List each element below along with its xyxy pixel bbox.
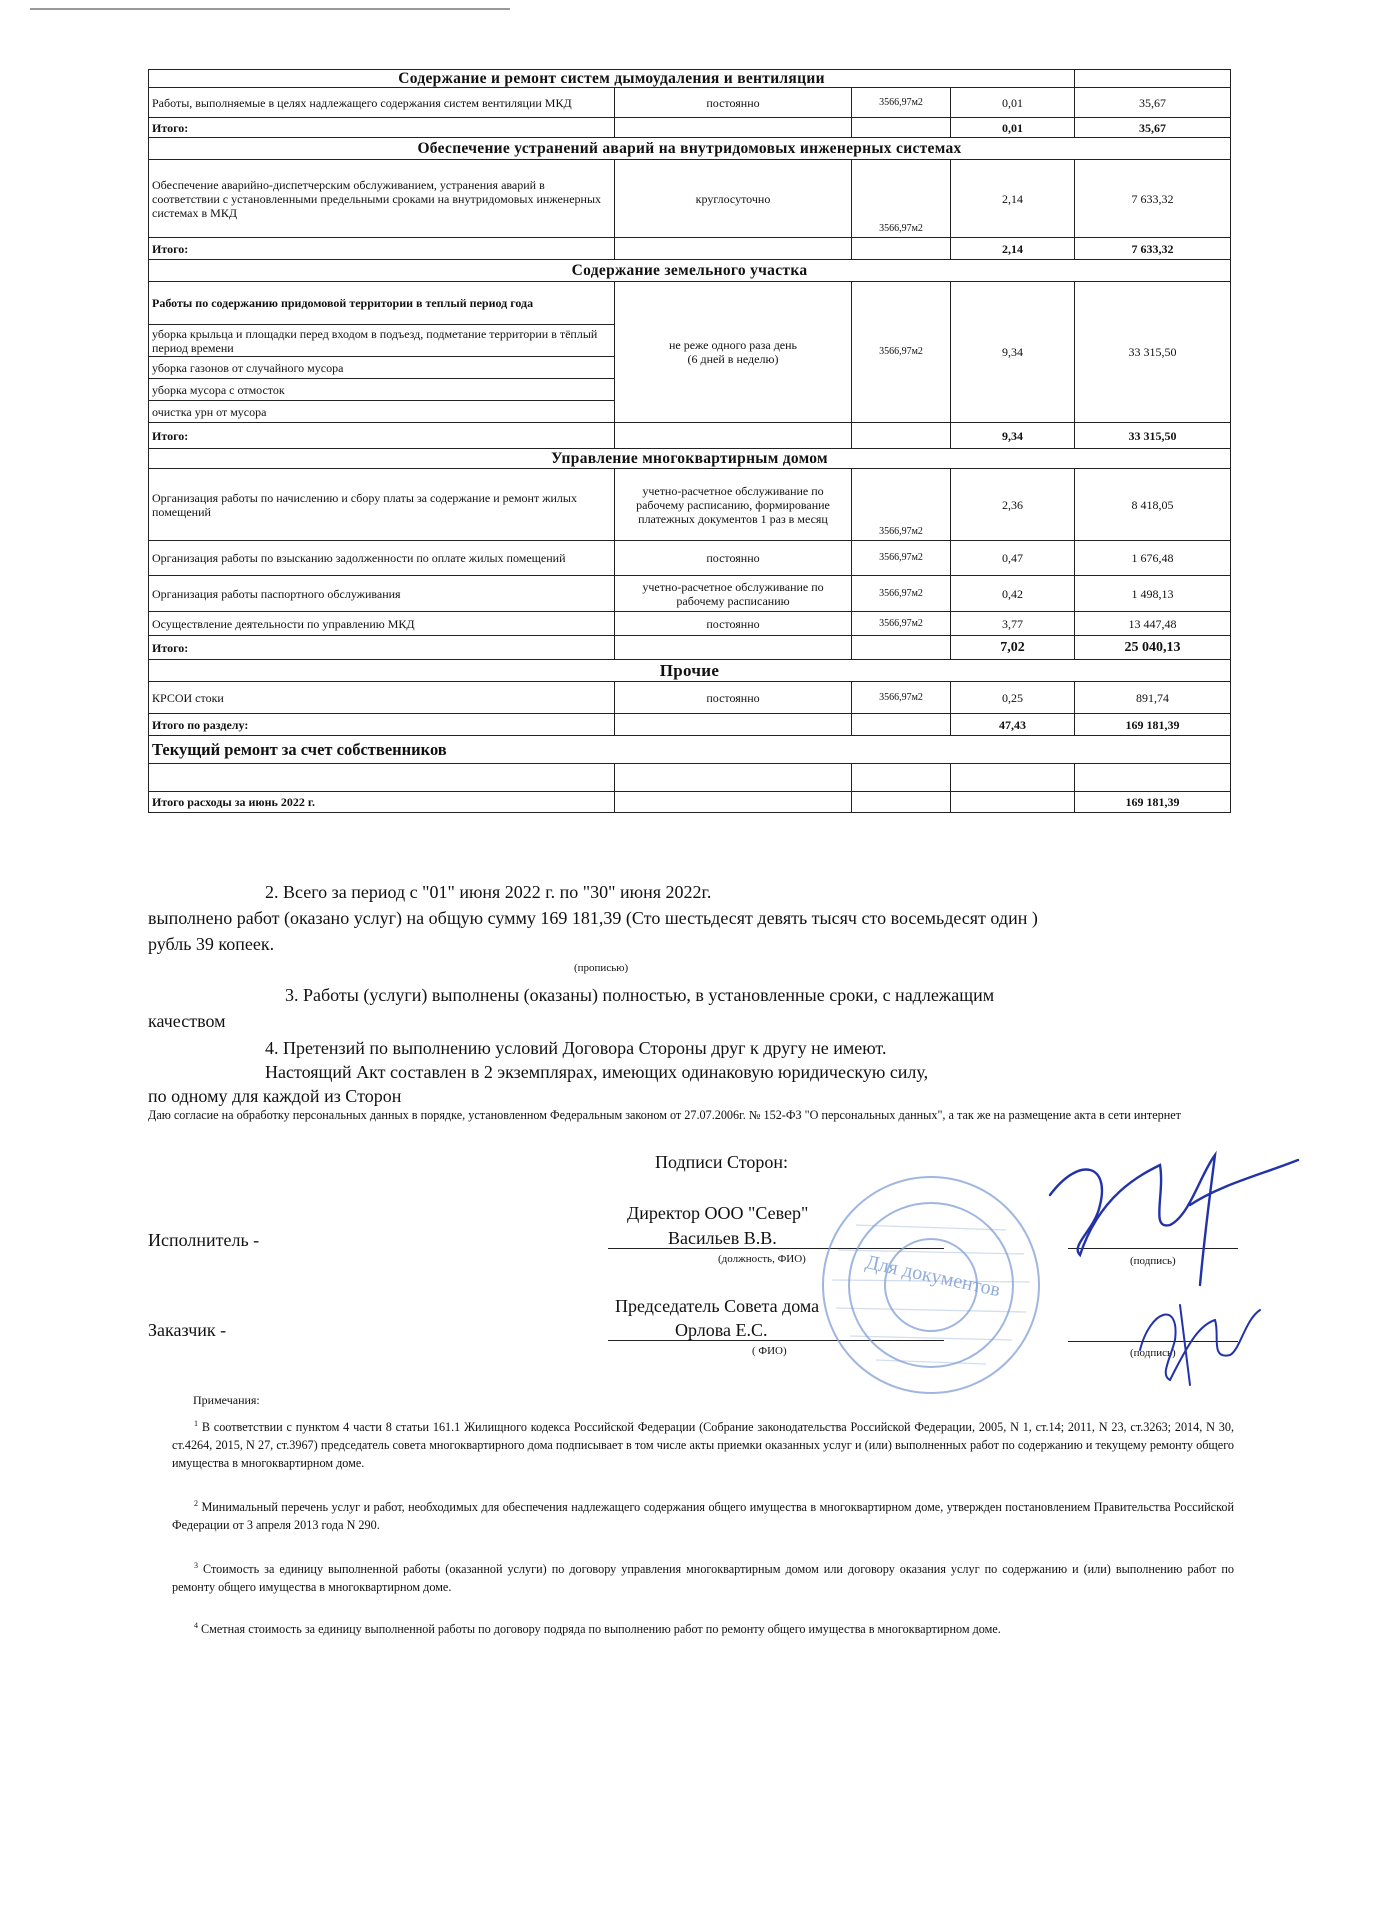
total-sum: 35,67 — [1075, 118, 1231, 138]
footnote-mark: 3 — [194, 1560, 198, 1570]
empty-row — [149, 764, 1231, 792]
executor-caption: (должность, ФИО) — [718, 1253, 806, 1265]
section-title-ventilation: Содержание и ремонт систем дымоудаления и вентиляции — [149, 70, 1075, 88]
work-area: 3566,97м2 — [852, 682, 951, 714]
total-row — [149, 423, 1231, 449]
section-total-rate: 47,43 — [951, 714, 1075, 736]
work-rate: 0,01 — [951, 88, 1075, 118]
section-header-row — [149, 138, 1231, 160]
total-sum: 25 040,13 — [1075, 636, 1231, 660]
footnote-text: Сметная стоимость за единицу выполненной работы по договору подряда по выполнению работ по ремонту общего имущества в многоквартирном доме. — [201, 1622, 1001, 1636]
personal-data-consent: Даю согласие на обработку персональных данных в порядке, установленном Федеральным законом от 27.07.2006г. № 152-ФЗ "О персональных данных", а так же на размещение акта в сети интернет — [148, 1108, 1181, 1122]
period-line: не реже одного раза день — [668, 338, 798, 352]
land-item: уборка мусора с отмосток — [149, 379, 615, 401]
table-row — [149, 88, 1231, 118]
in-words-caption: (прописью) — [574, 962, 629, 974]
land-area: 3566,97м2 — [852, 282, 951, 423]
signatures-title: Подписи Сторон: — [655, 1152, 789, 1172]
table-row — [149, 576, 1231, 612]
land-item: уборка газонов от случайного мусора — [149, 357, 615, 379]
work-name: Обеспечение аварийно-диспетчерским обслуживанием, устранения аварий в соответствии с установленными предельными сроками на внутридомовых инженерных системах в МКД — [149, 160, 615, 238]
total-row — [149, 118, 1231, 138]
footnote-mark: 1 — [194, 1418, 198, 1428]
land-item: уборка крыльца и площадки перед входом в подъезд, подметание территории в тёплый период времени — [149, 325, 615, 357]
paragraph-3-line2: качеством — [148, 1011, 226, 1031]
section-title-land: Содержание земельного участка — [149, 260, 1231, 282]
work-area: 3566,97м2 — [852, 612, 951, 636]
land-period — [615, 282, 852, 423]
month-total-sum: 169 181,39 — [1075, 792, 1231, 813]
work-rate: 3,77 — [951, 612, 1075, 636]
executor-label: Исполнитель - — [148, 1230, 260, 1250]
land-item: очистка урн от мусора — [149, 401, 615, 423]
work-rate: 0,42 — [951, 576, 1075, 612]
total-rate: 0,01 — [951, 118, 1075, 138]
footnote-1 — [172, 1418, 1234, 1472]
work-name: КРСОИ стоки — [149, 682, 615, 714]
total-row — [149, 238, 1231, 260]
footnote-mark: 2 — [194, 1498, 198, 1508]
section-title-other: Прочие — [149, 660, 1231, 682]
paragraph-5-line1: Настоящий Акт составлен в 2 экземплярах, имеющих одинаковую юридическую силу, — [265, 1062, 929, 1082]
total-sum: 33 315,50 — [1075, 423, 1231, 449]
land-sum: 33 315,50 — [1075, 282, 1231, 423]
section-title-emergency: Обеспечение устранений аварий на внутридомовых инженерных системах — [149, 138, 1231, 160]
work-area: 3566,97м2 — [852, 469, 951, 541]
footnote-text: Минимальный перечень услуг и работ, необходимых для обеспечения надлежащего содержания общего имущества в многоквартирном доме, утвержден постановлением Правительства Российской Федерации от 3 апреля 2013 года N 290. — [172, 1500, 1234, 1532]
work-rate: 0,47 — [951, 541, 1075, 576]
section-total-label: Итого по разделу: — [149, 714, 615, 736]
total-label: Итого: — [149, 423, 615, 449]
work-area: 3566,97м2 — [852, 541, 951, 576]
work-sum: 13 447,48 — [1075, 612, 1231, 636]
work-period: постоянно — [615, 541, 852, 576]
section-total-sum: 169 181,39 — [1075, 714, 1231, 736]
table-row — [149, 469, 1231, 541]
executor-name: Васильев В.В. — [668, 1228, 777, 1248]
work-sum: 1 676,48 — [1075, 541, 1231, 576]
section-header-row — [149, 660, 1231, 682]
customer-caption: ( ФИО) — [752, 1345, 787, 1357]
period-line: (6 дней в неделю) — [687, 352, 779, 366]
customer-label: Заказчик - — [148, 1320, 227, 1340]
section-header-row — [149, 449, 1231, 469]
table-row — [149, 282, 1231, 325]
notes-title: Примечания: — [193, 1393, 260, 1407]
work-area: 3566,97м2 — [852, 88, 951, 118]
repair-header-row — [149, 736, 1231, 764]
section-header-row — [149, 260, 1231, 282]
month-total-row — [149, 792, 1231, 813]
work-name: Организация работы по взысканию задолженности по оплате жилых помещений — [149, 541, 615, 576]
table-row — [149, 541, 1231, 576]
table-row — [149, 160, 1231, 238]
work-name: Осуществление деятельности по управлению МКД — [149, 612, 615, 636]
stamp-text: Для документов — [863, 1251, 1003, 1302]
total-rate: 9,34 — [951, 423, 1075, 449]
month-total-label: Итого расходы за июнь 2022 г. — [149, 792, 615, 813]
customer-signature — [1120, 1280, 1270, 1390]
repair-title: Текущий ремонт за счет собственников — [149, 736, 1231, 764]
work-rate: 2,14 — [951, 160, 1075, 238]
customer-name: Орлова Е.С. — [675, 1320, 768, 1340]
scan-top-line — [30, 8, 510, 10]
company-stamp — [816, 1170, 1046, 1400]
work-sum: 8 418,05 — [1075, 469, 1231, 541]
footnote-text: Стоимость за единицу выполненной работы (оказанной услуги) по договору управления многоквартирным домом или договору оказания услуг по содержанию и (или) выполнению работ по ремонту общего имущества в многоквартирном доме. — [172, 1562, 1235, 1594]
work-rate: 0,25 — [951, 682, 1075, 714]
customer-signature-caption: (подпись) — [1130, 1347, 1176, 1359]
work-name: Организация работы паспортного обслуживания — [149, 576, 615, 612]
work-area: 3566,97м2 — [852, 160, 951, 238]
total-rate: 7,02 — [951, 636, 1075, 660]
work-name: Работы, выполняемые в целях надлежащего содержания систем вентиляции МКД — [149, 88, 615, 118]
executor-signature — [1040, 1135, 1300, 1290]
services-table — [148, 69, 1231, 813]
footnote-text: В соответствии с пунктом 4 части 8 статьи 161.1 Жилищного кодекса Российской Федерации (Собрание законодательства Российской Федерации, 2005, N 1, ст.14; 2011, N 23, ст.3263; 2014, N 30, ст.4264, 2015, N 27, ст.3967) председатель совета многоквартирного дома подписывает в том числе акты приемки оказанных услуг и (или) выполненных работ по содержанию и текущему ремонту общего имущества в многоквартирном доме. — [172, 1420, 1234, 1470]
land-header: Работы по содержанию придомовой территории в теплый период года — [149, 282, 615, 325]
work-rate: 2,36 — [951, 469, 1075, 541]
table-row — [149, 682, 1231, 714]
work-area: 3566,97м2 — [852, 576, 951, 612]
paragraph-2-line2: выполнено работ (оказано услуг) на общую сумму 169 181,39 (Сто шестьдесят девять тысяч сто восемьдесят один ) — [148, 908, 1038, 928]
work-period: постоянно — [615, 88, 852, 118]
footnote-2 — [172, 1498, 1234, 1534]
work-name: Организация работы по начислению и сбору платы за содержание и ремонт жилых помещений — [149, 469, 615, 541]
paragraph-2-line3: рубль 39 копеек. — [148, 934, 275, 954]
section-title-management: Управление многоквартирным домом — [149, 449, 1231, 469]
footnote-mark: 4 — [194, 1620, 198, 1630]
work-period: круглосуточно — [615, 160, 852, 238]
section-total-row — [149, 714, 1231, 736]
total-label: Итого: — [149, 118, 615, 138]
total-sum: 7 633,32 — [1075, 238, 1231, 260]
work-period: постоянно — [615, 682, 852, 714]
table-row — [149, 612, 1231, 636]
land-rate: 9,34 — [951, 282, 1075, 423]
section-header-row — [149, 70, 1231, 88]
work-sum: 35,67 — [1075, 88, 1231, 118]
executor-position: Директор ООО "Север" — [627, 1203, 809, 1223]
work-sum: 891,74 — [1075, 682, 1231, 714]
paragraph-4: 4. Претензий по выполнению условий Договора Стороны друг к другу не имеют. — [265, 1038, 887, 1058]
footnote-4 — [172, 1620, 1234, 1638]
total-rate: 2,14 — [951, 238, 1075, 260]
executor-signature-caption: (подпись) — [1130, 1255, 1176, 1267]
work-period: постоянно — [615, 612, 852, 636]
paragraph-2-line1: 2. Всего за период с "01" июня 2022 г. по "30" июня 2022г. — [265, 882, 712, 902]
paragraph-3-line1: 3. Работы (услуги) выполнены (оказаны) полностью, в установленные сроки, с надлежащим — [285, 985, 995, 1005]
work-sum: 1 498,13 — [1075, 576, 1231, 612]
total-label: Итого: — [149, 636, 615, 660]
total-row — [149, 636, 1231, 660]
customer-position: Председатель Совета дома — [615, 1296, 820, 1316]
work-sum: 7 633,32 — [1075, 160, 1231, 238]
work-period: учетно-расчетное обслуживание по рабочему расписанию, формирование платежных документов 1 раз в месяц — [615, 469, 852, 541]
work-period: учетно-расчетное обслуживание по рабочему расписанию — [615, 576, 852, 612]
total-label: Итого: — [149, 238, 615, 260]
paragraph-5-line2: по одному для каждой из Сторон — [148, 1086, 402, 1106]
footnote-3 — [172, 1560, 1234, 1596]
